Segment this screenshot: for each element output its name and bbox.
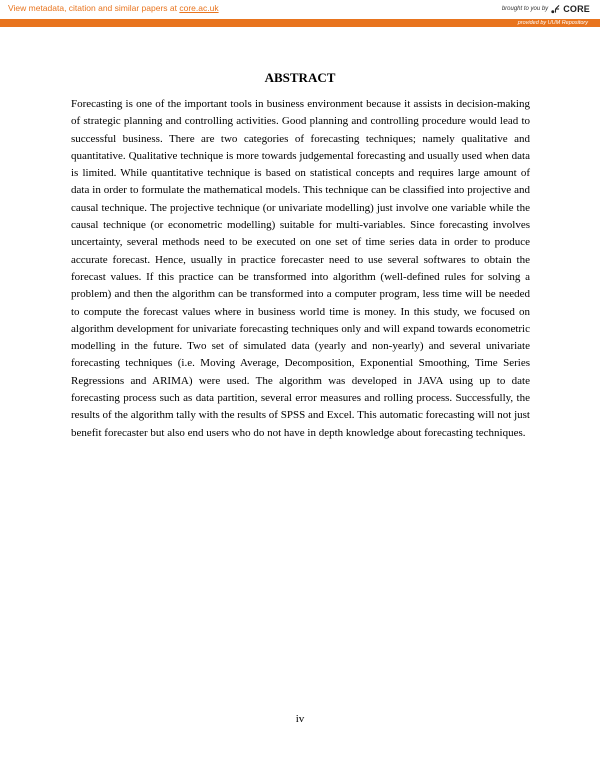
core-banner (0, 0, 600, 19)
core-metadata-link-line (8, 3, 219, 13)
core-brand[interactable] (502, 2, 590, 16)
page-number: iv (295, 713, 305, 725)
core-link[interactable]: core.ac.uk (179, 3, 219, 13)
core-link-prefix: View metadata, citation and similar papers at (8, 3, 180, 13)
brought-to-you-label: brought to you by (501, 6, 549, 12)
abstract-heading: ABSTRACT (264, 70, 336, 85)
core-logo-icon (551, 4, 560, 14)
provided-by-bar (0, 19, 600, 27)
provided-by-text: provided by UUM Repository (517, 20, 588, 26)
abstract-body: Forecasting is one of the important tools in business environment because it assists in decision-making of strategic planning and controlling activities. Good planning and controlling procedure would lead to successful business. There are two categories of forecasting techniques; namely qualitative and quantitative. Qualitative technique is more towards judgemental forecasting and usually used when data is limited. While quantitative technique is based on statistical concepts and requires large amount of data in order to formulate the mathematical models. This technique can be classified into projective and causal technique. The projective technique (or univariate modelling) just involve one variable while the causal technique (or econometric modelling) suitable for multi-variables. Since forecasting involves uncertainty, several methods need to be executed on one set of time series data in order to produce accurate forecast. Hence, usually in practice forecaster need to use several softwares to obtain the forecast values. If this practice can be transformed into algorithm (well-defined rules for solving a problem) and then the algorithm can be transformed into a computer program, less time will be needed to compute the forecast values where in business world time is money. In this study, we focused on algorithm development for univariate forecasting techniques only and will expand towards econometric modelling in the future. Two set of simulated data (yearly and non-yearly) and several univariate forecasting techniques (i.e. Moving Average, Decomposition, Exponential Smoothing, Time Series Regressions and ARIMA) were used. The algorithm was developed in JAVA using up to date forecasting process such as data partition, several error measures and rolling process. Successfully, the results of the algorithm tally with the results of SPSS and Excel. This automatic forecasting will not just benefit forecaster but also end users who do not have in depth knowledge about forecasting techniques. (71, 98, 530, 439)
core-brand-name: CORE (563, 4, 590, 14)
